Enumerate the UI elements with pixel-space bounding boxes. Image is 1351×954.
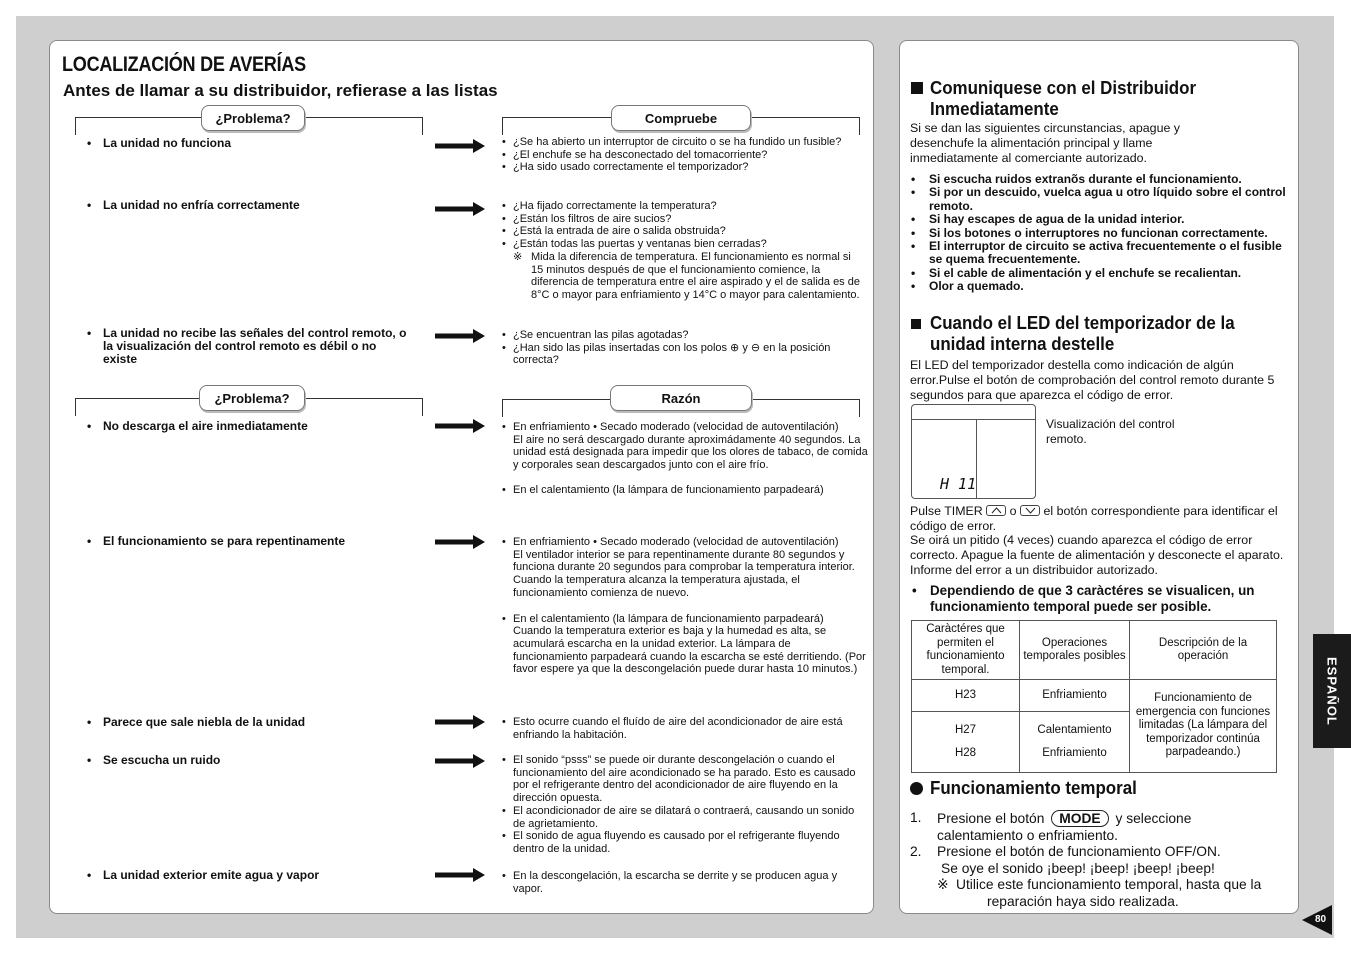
warning-list: • Si escucha ruidos extranõs durante el funcionamiento. • Si por un descuido, vuelca agua u otro líquido sobre el control remoto. • Si hay escapes de agua de la unidad interior. • Si los botones o interruptores no funcionan correctamente. • El interruptor de circuito se activa frecuentemente o el fusible se quema frecuentemente. • Si el cable de alimentación y el enchufe se recalientan. • Olor a quemado. xyxy=(909,173,1294,294)
check-list: • ¿Se encuentran las pilas agotadas? • ¿Han sido las pilas insertadas con los polos ⊕ y ⊖ en la posición correcta? xyxy=(502,329,864,367)
page-title: LOCALIZACIÓN DE AVERÍAS xyxy=(62,53,306,76)
problem-item: • La unidad no recibe las señales del control remoto, o la visualización del control remoto es débil o no existe xyxy=(87,327,407,366)
arrow-right-icon xyxy=(435,868,485,882)
problem-item: • La unidad no funciona xyxy=(87,137,397,150)
arrow-right-icon xyxy=(435,754,485,768)
check-list: • ¿Se ha abierto un interruptor de circuito o se ha fundido un fusible? • ¿El enchufe se ha desconectado del tomacorriente? • ¿Ha sido usado correctamente el temporizador? xyxy=(502,136,864,174)
square-bullet-icon xyxy=(911,82,923,94)
reason-list: • En la descongelación, la escarcha se derrite y se producen agua y vapor. xyxy=(502,870,868,895)
reason-list: • Esto ocurre cuando el fluído de aire del acondicionador de aire está enfriando la habitación. xyxy=(502,716,868,741)
arrow-right-icon xyxy=(435,419,485,433)
problem-item: • La unidad exterior emite agua y vapor xyxy=(87,869,397,882)
problem-item: • Parece que sale niebla de la unidad xyxy=(87,716,397,729)
section-title: Funcionamiento temporal xyxy=(930,778,1137,798)
language-tab: ESPAÑOL xyxy=(1313,634,1351,748)
error-code-display: H 11 xyxy=(940,475,977,493)
check-list: • ¿Ha fijado correctamente la temperatura? • ¿Están los filtros de aire sucios? • ¿Está la entrada de aire o salida obstruida? • ¿Están todas las puertas y ventanas bien cerradas? ※ Mida la diferencia de temperatura. El funcionamiento es normal si 15 minutos después de que el funcionamiento comience, la diferencia de temperatura entre el aire aspirado y el de salida es de 8°C o mayor para enfriamiento y 14°C o mayor para calentamiento. xyxy=(502,200,864,302)
square-bullet-icon xyxy=(911,319,921,329)
bold-note: • Dependiendo de que 3 caràctéres se visualicen, un funcionamiento temporal puede ser posible. xyxy=(912,583,1255,614)
circle-bullet-icon xyxy=(910,782,923,795)
problem-header: ¿Problema? xyxy=(199,385,305,411)
mode-button: MODE xyxy=(1051,810,1108,827)
troubleshooting-panel xyxy=(49,40,874,914)
timer-up-button-icon xyxy=(986,505,1006,516)
problem-header: ¿Problema? xyxy=(201,105,305,131)
page-subtitle: Antes de llamar a su distribuidor, refierase a las listas xyxy=(63,81,498,100)
problem-item: • La unidad no enfría correctamente xyxy=(87,199,397,212)
steps: 1. Presione el botón MODE y seleccione calentamiento o enfriamiento. 2. Presione el botón de funcionamiento OFF/ON. Se oye el sonido ¡beep! ¡beep! ¡beep! ¡beep! ※ Utilice este funcionamiento temporal, hasta que la reparación haya sido realizada. xyxy=(910,810,1262,909)
reason-list: • El sonido “psss” se puede oir durante descongelación o cuando el funcionamiento del aire acondicionado se ha parado. Esto es causado por el refrigerante dentro del acondicionador de aire fluyendo en la dirección opuesta. • El acondicionador de aire se dilatará o contraerá, causando un sonido de agrietamiento. • El sonido de agua fluyendo es causado por el refrigerante fluyendo dentro de la unidad. xyxy=(502,754,868,856)
section-text: Se oirá un pitido (4 veces) cuando aparezca el código de error correcto. Apague la fuente de alimentación y desconecte el aparato. Informe del error a un distribuidor autorizado. xyxy=(910,533,1284,577)
timer-instructions: Pulse TIMER o el botón correspondiente para identificar el código de error. xyxy=(910,504,1278,533)
section-title: Comuniquese con el Distribuidor Inmediatamente xyxy=(930,78,1197,119)
section-text: Si se dan las siguientes circunstancias, apague y desenchufe la alimentación principal y llame inmediatamente al comerciante autorizado. xyxy=(910,121,1180,165)
reason-list: • En enfriamiento • Secado moderado (velocidad de autoventilación) El aire no será descargado durante aproximádamente 40 segundos. La unidad está designada para impedir que los olores de tabaco, de comida y corporales sean descargados junto con el aire frío. • En el calentamiento (la lámpara de funcionamiento parpadeará) xyxy=(502,421,868,497)
note-text: ※ Mida la diferencia de temperatura. El funcionamiento es normal si 15 minutos después de que el funcionamiento comience, la diferencia de temperatura entre el aire aspirado y el de salida es de 8°C o mayor para enfriamiento y 14°C o mayor para calentamiento. xyxy=(502,251,864,302)
remote-display xyxy=(911,404,1036,499)
reason-header: Razón xyxy=(610,385,752,411)
table-cell: Enfriamiento xyxy=(1020,680,1130,712)
arrow-right-icon xyxy=(435,535,485,549)
display-caption: Visualización del control remoto. xyxy=(1046,417,1175,446)
reason-list: • En enfriamiento • Secado moderado (velocidad de autoventilación) El ventilador interior se para repentinamente durante 80 segundos y funciona durante 20 segundos para comprobar la temperatura interior. Cuando la temperatura alcanza la temperatura ajustada, el funcionamiento comienza de nuevo. • En el calentamiento (la lámpara de funcionamiento parpadeará) Cuando la temperatura exterior es baja y la humedad es alta, se acumulará escarcha en la unidad exterior. La lámpara de funcionamiento parpadeará cuando la escarcha se esté derritiendo. (Por favor espere ya que la descongelación puede durar hasta 10 minutos.) xyxy=(502,536,868,676)
arrow-right-icon xyxy=(435,202,485,216)
problem-item: • El funcionamiento se para repentinamente xyxy=(87,535,397,548)
section-text: El LED del temporizador destella como indicación de algún error.Pulse el botón de comprobación del control remoto durante 5 segundos para que aparezca el código de error. xyxy=(910,358,1275,402)
section-title: Cuando el LED del temporizador de la unidad interna destelle xyxy=(930,313,1235,354)
arrow-right-icon xyxy=(435,715,485,729)
problem-item: • No descarga el aire inmediatamente xyxy=(87,420,397,433)
contact-panel xyxy=(899,40,1299,914)
timer-down-button-icon xyxy=(1020,505,1040,516)
table-cell: Funcionamiento de emergencia con funciones limitadas (La lámpara del temporizador continúa parpadeando.) xyxy=(1130,680,1277,773)
page-number-badge: 80 xyxy=(1302,905,1332,935)
table-cell: H23 xyxy=(912,680,1020,712)
problem-item: • Se escucha un ruido xyxy=(87,754,397,767)
table-cell: Calentamiento Enfriamiento xyxy=(1020,712,1130,773)
error-code-table: Caràctéres que permiten el funcionamiento temporal. Operaciones temporales posibles Descripción de la operación H23 Enfriamiento Funcionamiento de emergencia con funciones limitadas (La lámpara del temporizador continúa parpadeando.) H27 H28 Calentamiento Enfriamiento xyxy=(911,620,1277,773)
check-header: Compruebe xyxy=(611,105,751,131)
arrow-right-icon xyxy=(435,329,485,343)
arrow-right-icon xyxy=(435,139,485,153)
table-cell: H27 H28 xyxy=(912,712,1020,773)
